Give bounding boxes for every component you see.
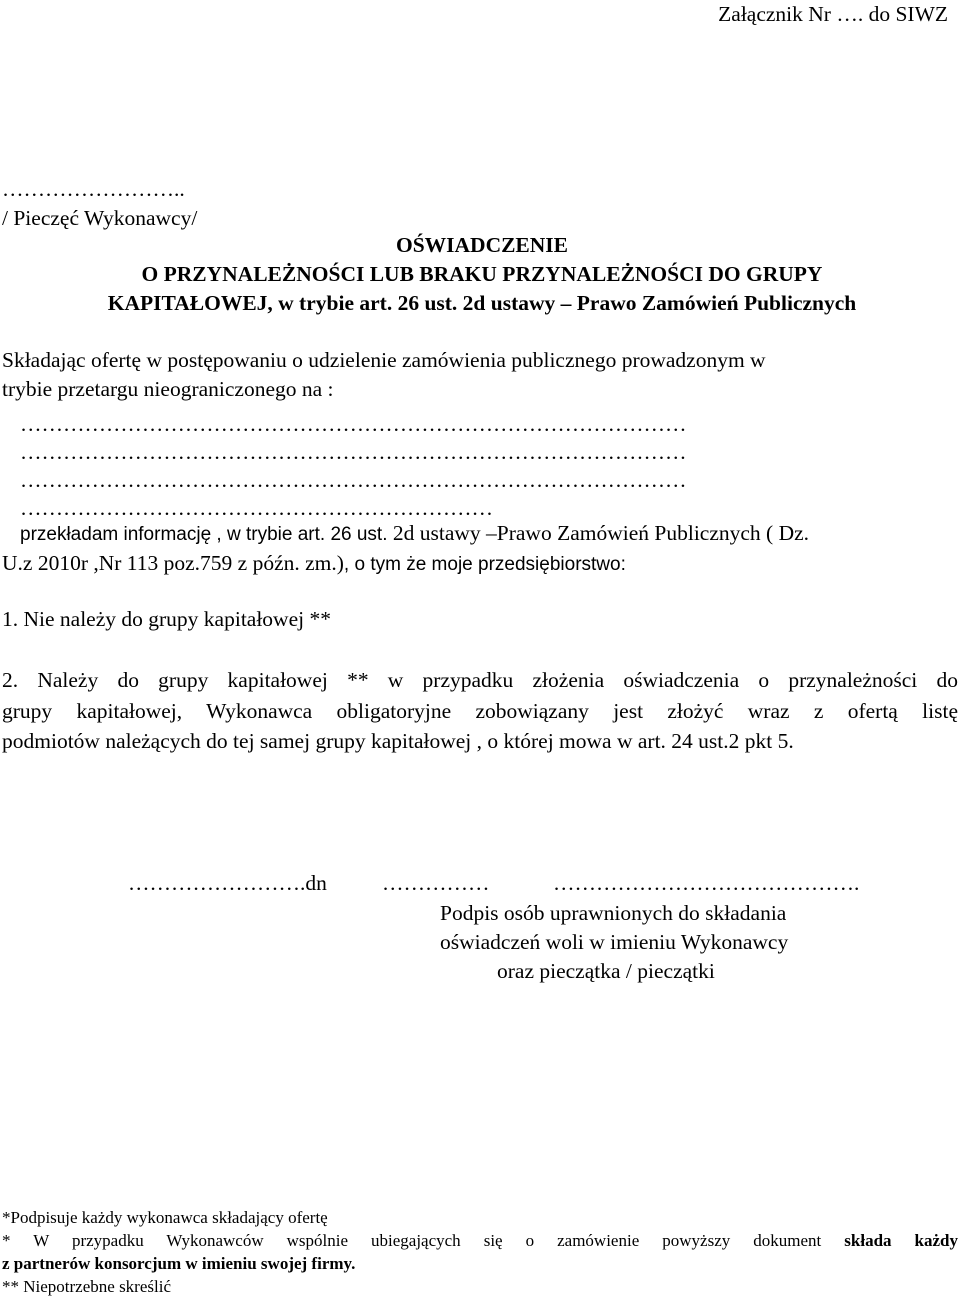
option-2-line1: 2. Należy do grupy kapitałowej ** w przypadku złożenia oświadczenia o przynależności do [2, 668, 958, 692]
intro-line4 [2, 549, 626, 579]
title-line3: KAPITAŁOWEJ, w trybie art. 26 ust. 2d ustawy – Prawo Zamówień Publicznych [107, 291, 857, 315]
title-line2: O PRZYNALEŻNOŚCI LUB BRAKU PRZYNALEŻNOŚCI DO GRUPY [141, 262, 823, 286]
stamp-dots: …………………….. [2, 177, 185, 201]
intro-line1: Składając ofertę w postępowaniu o udzielenie zamówienia publicznego prowadzonym w [2, 348, 766, 372]
option-2-line3: podmiotów należących do tej samej grupy kapitałowej , o której mowa w art. 24 ust.2 pkt 5. [2, 729, 794, 753]
intro-dots-1: ………………………………………………………………………………… [20, 412, 687, 436]
signature-label-1: Podpis osób uprawnionych do składania [440, 901, 787, 925]
footnote-1: *Podpisuje każdy wykonawca składający ofertę [2, 1208, 328, 1227]
intro-dots-4: ………………………………………………………… [20, 496, 493, 520]
footnote-2-line2: z partnerów konsorcjum w imieniu swojej firmy. [2, 1254, 356, 1273]
intro-line4-serif: U.z 2010r ,Nr 113 poz.759 z późn. zm.) [2, 551, 344, 575]
date-dots: …………………….dn [128, 871, 327, 895]
footnote-3: ** Niepotrzebne skreślić [2, 1277, 171, 1296]
intro-line4-sans: , o tym że moje przedsiębiorstwo: [343, 554, 626, 575]
option-1: 1. Nie należy do grupy kapitałowej ** [2, 607, 331, 631]
intro-dots-3: ………………………………………………………………………………… [20, 468, 687, 492]
date-value-dots: …………… [382, 871, 490, 895]
footnote-2-text: * W przypadku Wykonawców wspólnie ubiegających się o zamówienie powyższy dokument [2, 1231, 822, 1250]
footnote-2-line1 [2, 1230, 958, 1252]
signature-label-3: oraz pieczątka / pieczątki [497, 959, 715, 983]
intro-line3-sans: przekładam informację , w trybie art. 26 ust. [20, 524, 388, 545]
signature-label-2: oświadczeń woli w imieniu Wykonawcy [440, 930, 789, 954]
stamp-label: / Pieczęć Wykonawcy/ [2, 206, 198, 230]
intro-line2: trybie przetargu nieograniczonego na : [2, 377, 334, 401]
intro-dots-2: ………………………………………………………………………………… [20, 440, 687, 464]
option-2-line2: grupy kapitałowej, Wykonawca obligatoryjne zobowiązany jest złożyć wraz z ofertą listę [2, 699, 958, 723]
intro-line3-serif: 2d ustawy –Prawo Zamówień Publicznych ( Dz. [387, 521, 810, 545]
title-line1: OŚWIADCZENIE [395, 233, 569, 257]
intro-line3 [20, 519, 809, 549]
signature-dots: ……………………………………. [553, 871, 860, 895]
attachment-header: Załącznik Nr …. do SIWZ [718, 2, 948, 26]
footnote-2-bold-1: składa każdy [844, 1231, 959, 1250]
